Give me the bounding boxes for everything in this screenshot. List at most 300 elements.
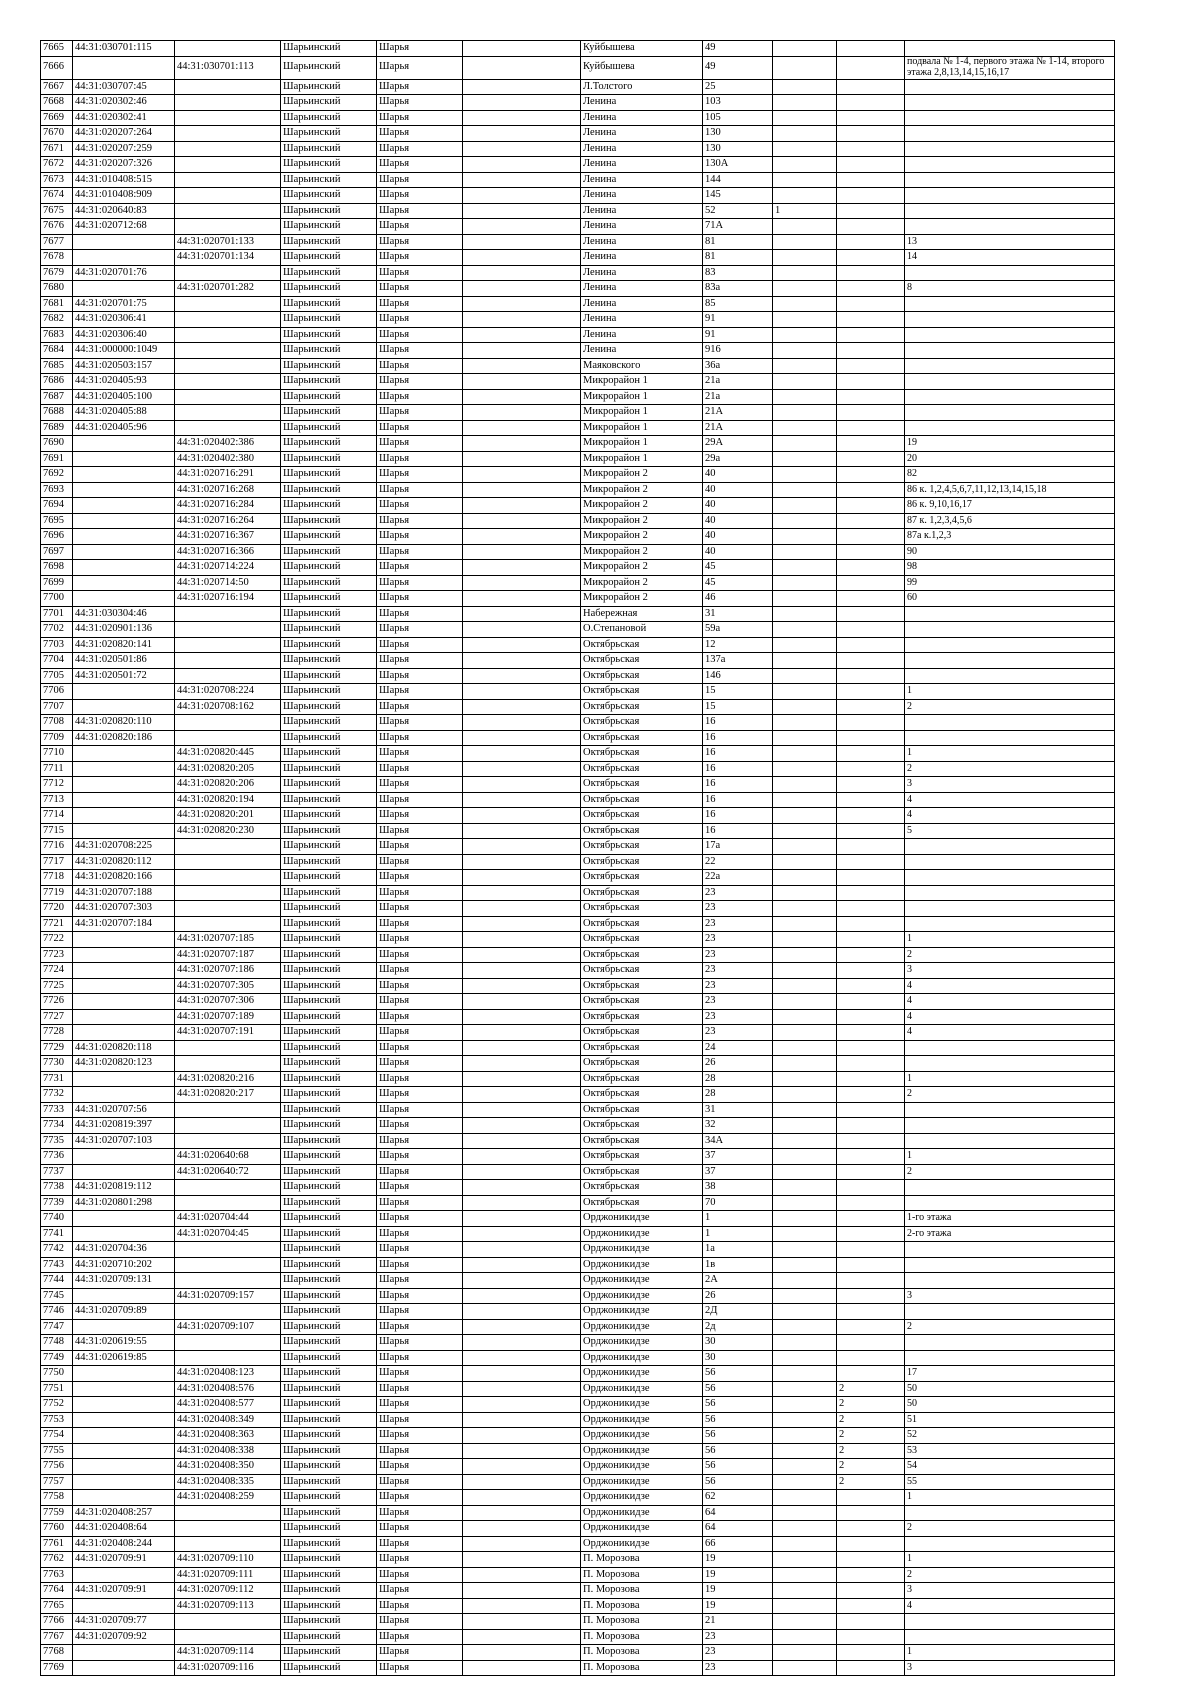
row-number-cell: 7666 <box>41 56 73 79</box>
parcel-cadastral-number-cell <box>73 1288 175 1304</box>
parcel-cadastral-number-cell: 44:31:020707:103 <box>73 1133 175 1149</box>
row-number-cell: 7746 <box>41 1304 73 1320</box>
table-row <box>41 978 1115 994</box>
settlement-cell <box>463 978 581 994</box>
house-number-cell: 16 <box>703 730 773 746</box>
premises-cadastral-number-cell: 44:31:020716:366 <box>175 544 281 560</box>
premises-cadastral-number-cell <box>175 141 281 157</box>
district-cell: Шарьинский <box>281 1350 377 1366</box>
table-row <box>41 1397 1115 1413</box>
city-cell: Шарья <box>377 1025 463 1041</box>
house-number-cell: 46 <box>703 591 773 607</box>
section-cell <box>837 1660 905 1676</box>
parcel-cadastral-number-cell: 44:31:020306:41 <box>73 312 175 328</box>
building-cell <box>773 436 837 452</box>
section-cell <box>837 1164 905 1180</box>
premises-number-cell <box>905 901 1115 917</box>
house-number-cell: 37 <box>703 1164 773 1180</box>
city-cell: Шарья <box>377 1273 463 1289</box>
premises-number-cell <box>905 343 1115 359</box>
parcel-cadastral-number-cell: 44:31:010408:515 <box>73 172 175 188</box>
premises-cadastral-number-cell: 44:31:020402:380 <box>175 451 281 467</box>
row-number-cell: 7680 <box>41 281 73 297</box>
street-cell: Орджоникидзе <box>581 1242 703 1258</box>
building-cell <box>773 1459 837 1475</box>
street-cell: Орджоникидзе <box>581 1443 703 1459</box>
premises-number-cell: 4 <box>905 1598 1115 1614</box>
parcel-cadastral-number-cell <box>73 1164 175 1180</box>
building-cell <box>773 1397 837 1413</box>
street-cell: Ленина <box>581 110 703 126</box>
table-row <box>41 963 1115 979</box>
city-cell: Шарья <box>377 296 463 312</box>
premises-cadastral-number-cell: 44:31:020820:201 <box>175 808 281 824</box>
row-number-cell: 7691 <box>41 451 73 467</box>
street-cell: Ленина <box>581 203 703 219</box>
district-cell: Шарьинский <box>281 1071 377 1087</box>
building-cell <box>773 746 837 762</box>
row-number-cell: 7725 <box>41 978 73 994</box>
settlement-cell <box>463 1428 581 1444</box>
city-cell: Шарья <box>377 1056 463 1072</box>
premises-cadastral-number-cell: 44:31:020709:111 <box>175 1567 281 1583</box>
building-cell <box>773 327 837 343</box>
building-cell <box>773 56 837 79</box>
premises-cadastral-number-cell <box>175 1257 281 1273</box>
building-cell <box>773 994 837 1010</box>
row-number-cell: 7702 <box>41 622 73 638</box>
section-cell <box>837 110 905 126</box>
settlement-cell <box>463 761 581 777</box>
district-cell: Шарьинский <box>281 327 377 343</box>
settlement-cell <box>463 1412 581 1428</box>
table-row <box>41 1180 1115 1196</box>
house-number-cell: 21а <box>703 389 773 405</box>
parcel-cadastral-number-cell: 44:31:020709:77 <box>73 1614 175 1630</box>
city-cell: Шарья <box>377 1660 463 1676</box>
premises-number-cell <box>905 420 1115 436</box>
district-cell: Шарьинский <box>281 994 377 1010</box>
settlement-cell <box>463 467 581 483</box>
parcel-cadastral-number-cell: 44:31:020819:397 <box>73 1118 175 1134</box>
city-cell: Шарья <box>377 110 463 126</box>
street-cell: П. Морозова <box>581 1660 703 1676</box>
parcel-cadastral-number-cell <box>73 792 175 808</box>
settlement-cell <box>463 451 581 467</box>
row-number-cell: 7696 <box>41 529 73 545</box>
section-cell <box>837 358 905 374</box>
section-cell: 2 <box>837 1381 905 1397</box>
building-cell <box>773 947 837 963</box>
settlement-cell <box>463 1226 581 1242</box>
building-cell <box>773 529 837 545</box>
building-cell <box>773 157 837 173</box>
premises-cadastral-number-cell: 44:31:020708:224 <box>175 684 281 700</box>
table-row <box>41 95 1115 111</box>
house-number-cell: 19 <box>703 1598 773 1614</box>
premises-cadastral-number-cell <box>175 885 281 901</box>
building-cell <box>773 1350 837 1366</box>
table-row <box>41 79 1115 95</box>
district-cell: Шарьинский <box>281 715 377 731</box>
premises-number-cell: 87а к.1,2,3 <box>905 529 1115 545</box>
district-cell: Шарьинский <box>281 498 377 514</box>
building-cell <box>773 1226 837 1242</box>
building-cell <box>773 1614 837 1630</box>
city-cell: Шарья <box>377 854 463 870</box>
row-number-cell: 7706 <box>41 684 73 700</box>
premises-number-cell: 17 <box>905 1366 1115 1382</box>
district-cell: Шарьинский <box>281 916 377 932</box>
parcel-cadastral-number-cell <box>73 963 175 979</box>
section-cell <box>837 374 905 390</box>
city-cell: Шарья <box>377 839 463 855</box>
parcel-cadastral-number-cell: 44:31:020207:264 <box>73 126 175 142</box>
street-cell: Ленина <box>581 327 703 343</box>
city-cell: Шарья <box>377 560 463 576</box>
district-cell: Шарьинский <box>281 901 377 917</box>
district-cell: Шарьинский <box>281 606 377 622</box>
premises-number-cell <box>905 95 1115 111</box>
premises-cadastral-number-cell <box>175 219 281 235</box>
district-cell: Шарьинский <box>281 110 377 126</box>
district-cell: Шарьинский <box>281 653 377 669</box>
settlement-cell <box>463 1443 581 1459</box>
premises-number-cell: 2 <box>905 1164 1115 1180</box>
row-number-cell: 7670 <box>41 126 73 142</box>
building-cell <box>773 699 837 715</box>
table-row <box>41 808 1115 824</box>
parcel-cadastral-number-cell <box>73 1319 175 1335</box>
building-cell <box>773 250 837 266</box>
house-number-cell: 45 <box>703 560 773 576</box>
building-cell <box>773 1645 837 1661</box>
house-number-cell: 23 <box>703 1660 773 1676</box>
house-number-cell: 1 <box>703 1211 773 1227</box>
section-cell: 2 <box>837 1397 905 1413</box>
street-cell: Орджоникидзе <box>581 1536 703 1552</box>
premises-cadastral-number-cell: 44:31:020408:123 <box>175 1366 281 1382</box>
street-cell: Октябрьская <box>581 1025 703 1041</box>
section-cell <box>837 1629 905 1645</box>
building-cell <box>773 715 837 731</box>
building-cell <box>773 544 837 560</box>
premises-number-cell <box>905 637 1115 653</box>
premises-cadastral-number-cell: 44:31:020716:194 <box>175 591 281 607</box>
city-cell: Шарья <box>377 1164 463 1180</box>
parcel-cadastral-number-cell <box>73 436 175 452</box>
district-cell: Шарьинский <box>281 482 377 498</box>
premises-number-cell <box>905 1257 1115 1273</box>
table-row <box>41 203 1115 219</box>
premises-number-cell: 98 <box>905 560 1115 576</box>
settlement-cell <box>463 79 581 95</box>
premises-number-cell: 2 <box>905 1087 1115 1103</box>
street-cell: Октябрьская <box>581 1149 703 1165</box>
table-row <box>41 1614 1115 1630</box>
row-number-cell: 7707 <box>41 699 73 715</box>
table-row <box>41 1598 1115 1614</box>
settlement-cell <box>463 575 581 591</box>
section-cell <box>837 513 905 529</box>
settlement-cell <box>463 219 581 235</box>
building-cell <box>773 1660 837 1676</box>
parcel-cadastral-number-cell <box>73 1490 175 1506</box>
street-cell: Маяковского <box>581 358 703 374</box>
city-cell: Шарья <box>377 498 463 514</box>
section-cell <box>837 730 905 746</box>
city-cell: Шарья <box>377 1583 463 1599</box>
section-cell <box>837 265 905 281</box>
city-cell: Шарья <box>377 1521 463 1537</box>
premises-cadastral-number-cell <box>175 1536 281 1552</box>
building-cell <box>773 467 837 483</box>
premises-cadastral-number-cell <box>175 1102 281 1118</box>
settlement-cell <box>463 1025 581 1041</box>
premises-cadastral-number-cell <box>175 901 281 917</box>
settlement-cell <box>463 234 581 250</box>
settlement-cell <box>463 312 581 328</box>
city-cell: Шарья <box>377 157 463 173</box>
premises-number-cell: 3 <box>905 1288 1115 1304</box>
parcel-cadastral-number-cell: 44:31:020405:93 <box>73 374 175 390</box>
premises-cadastral-number-cell <box>175 1629 281 1645</box>
street-cell: Микрорайон 1 <box>581 420 703 436</box>
city-cell: Шарья <box>377 1350 463 1366</box>
building-cell <box>773 792 837 808</box>
table-row <box>41 854 1115 870</box>
settlement-cell <box>463 482 581 498</box>
street-cell: Орджоникидзе <box>581 1397 703 1413</box>
house-number-cell: 25 <box>703 79 773 95</box>
house-number-cell: 16 <box>703 823 773 839</box>
table-row <box>41 1118 1115 1134</box>
house-number-cell: 16 <box>703 792 773 808</box>
premises-number-cell: 13 <box>905 234 1115 250</box>
district-cell: Шарьинский <box>281 746 377 762</box>
table-row <box>41 1304 1115 1320</box>
table-row <box>41 172 1115 188</box>
house-number-cell: 24 <box>703 1040 773 1056</box>
house-number-cell: 52 <box>703 203 773 219</box>
premises-cadastral-number-cell <box>175 1350 281 1366</box>
city-cell: Шарья <box>377 1536 463 1552</box>
city-cell: Шарья <box>377 808 463 824</box>
premises-number-cell: 1 <box>905 1645 1115 1661</box>
parcel-cadastral-number-cell: 44:31:020712:68 <box>73 219 175 235</box>
city-cell: Шарья <box>377 1087 463 1103</box>
premises-number-cell: 1 <box>905 1490 1115 1506</box>
house-number-cell: 2А <box>703 1273 773 1289</box>
row-number-cell: 7708 <box>41 715 73 731</box>
city-cell: Шарья <box>377 947 463 963</box>
section-cell <box>837 560 905 576</box>
street-cell: П. Морозова <box>581 1598 703 1614</box>
parcel-cadastral-number-cell: 44:31:020405:88 <box>73 405 175 421</box>
district-cell: Шарьинский <box>281 730 377 746</box>
district-cell: Шарьинский <box>281 932 377 948</box>
city-cell: Шарья <box>377 281 463 297</box>
premises-number-cell: 2 <box>905 947 1115 963</box>
settlement-cell <box>463 1273 581 1289</box>
house-number-cell: 70 <box>703 1195 773 1211</box>
parcel-cadastral-number-cell: 44:31:020709:131 <box>73 1273 175 1289</box>
street-cell: Микрорайон 2 <box>581 498 703 514</box>
street-cell: Октябрьская <box>581 808 703 824</box>
row-number-cell: 7736 <box>41 1149 73 1165</box>
parcel-cadastral-number-cell <box>73 684 175 700</box>
section-cell <box>837 1567 905 1583</box>
premises-number-cell: 60 <box>905 591 1115 607</box>
house-number-cell: 26 <box>703 1056 773 1072</box>
house-number-cell: 64 <box>703 1505 773 1521</box>
table-row <box>41 1412 1115 1428</box>
settlement-cell <box>463 1505 581 1521</box>
parcel-cadastral-number-cell: 44:31:020707:303 <box>73 901 175 917</box>
settlement-cell <box>463 1474 581 1490</box>
section-cell <box>837 622 905 638</box>
premises-number-cell <box>905 172 1115 188</box>
district-cell: Шарьинский <box>281 374 377 390</box>
row-number-cell: 7761 <box>41 1536 73 1552</box>
parcel-cadastral-number-cell <box>73 1009 175 1025</box>
row-number-cell: 7737 <box>41 1164 73 1180</box>
settlement-cell <box>463 839 581 855</box>
table-row <box>41 544 1115 560</box>
house-number-cell: 81 <box>703 250 773 266</box>
house-number-cell: 19 <box>703 1583 773 1599</box>
row-number-cell: 7752 <box>41 1397 73 1413</box>
district-cell: Шарьинский <box>281 312 377 328</box>
table-row <box>41 715 1115 731</box>
row-number-cell: 7714 <box>41 808 73 824</box>
street-cell: П. Морозова <box>581 1583 703 1599</box>
street-cell: Орджоникидзе <box>581 1366 703 1382</box>
section-cell <box>837 1242 905 1258</box>
row-number-cell: 7683 <box>41 327 73 343</box>
parcel-cadastral-number-cell: 44:31:020709:91 <box>73 1583 175 1599</box>
city-cell: Шарья <box>377 343 463 359</box>
house-number-cell: 23 <box>703 978 773 994</box>
city-cell: Шарья <box>377 653 463 669</box>
premises-number-cell: 2 <box>905 1319 1115 1335</box>
table-row <box>41 1536 1115 1552</box>
parcel-cadastral-number-cell: 44:31:020640:83 <box>73 203 175 219</box>
section-cell <box>837 699 905 715</box>
parcel-cadastral-number-cell: 44:31:020710:202 <box>73 1257 175 1273</box>
premises-number-cell: 4 <box>905 792 1115 808</box>
row-number-cell: 7669 <box>41 110 73 126</box>
house-number-cell: 21А <box>703 405 773 421</box>
register-page <box>40 40 1115 1676</box>
house-number-cell: 56 <box>703 1459 773 1475</box>
settlement-cell <box>463 358 581 374</box>
parcel-cadastral-number-cell: 44:31:020405:100 <box>73 389 175 405</box>
house-number-cell: 31 <box>703 1102 773 1118</box>
settlement-cell <box>463 1645 581 1661</box>
table-row <box>41 436 1115 452</box>
row-number-cell: 7685 <box>41 358 73 374</box>
table-row <box>41 947 1115 963</box>
district-cell: Шарьинский <box>281 792 377 808</box>
premises-cadastral-number-cell: 44:31:020701:282 <box>175 281 281 297</box>
house-number-cell: 37 <box>703 1149 773 1165</box>
city-cell: Шарья <box>377 1180 463 1196</box>
section-cell <box>837 172 905 188</box>
district-cell: Шарьинский <box>281 575 377 591</box>
city-cell: Шарья <box>377 994 463 1010</box>
table-row <box>41 684 1115 700</box>
settlement-cell <box>463 1288 581 1304</box>
building-cell <box>773 41 837 57</box>
street-cell: Микрорайон 2 <box>581 529 703 545</box>
house-number-cell: 15 <box>703 699 773 715</box>
district-cell: Шарьинский <box>281 389 377 405</box>
premises-cadastral-number-cell: 44:31:020408:338 <box>175 1443 281 1459</box>
table-row <box>41 746 1115 762</box>
table-row <box>41 606 1115 622</box>
district-cell: Шарьинский <box>281 1614 377 1630</box>
table-body <box>41 41 1115 1676</box>
table-row <box>41 1428 1115 1444</box>
district-cell: Шарьинский <box>281 467 377 483</box>
premises-cadastral-number-cell <box>175 1056 281 1072</box>
house-number-cell: 15 <box>703 684 773 700</box>
section-cell <box>837 312 905 328</box>
city-cell: Шарья <box>377 916 463 932</box>
street-cell: Орджоникидзе <box>581 1211 703 1227</box>
parcel-cadastral-number-cell: 44:31:020405:96 <box>73 420 175 436</box>
street-cell: Октябрьская <box>581 1102 703 1118</box>
row-number-cell: 7711 <box>41 761 73 777</box>
district-cell: Шарьинский <box>281 1164 377 1180</box>
premises-cadastral-number-cell <box>175 389 281 405</box>
settlement-cell <box>463 188 581 204</box>
building-cell <box>773 1102 837 1118</box>
house-number-cell: 130 <box>703 126 773 142</box>
premises-number-cell: 20 <box>905 451 1115 467</box>
section-cell <box>837 1521 905 1537</box>
section-cell <box>837 715 905 731</box>
row-number-cell: 7750 <box>41 1366 73 1382</box>
row-number-cell: 7733 <box>41 1102 73 1118</box>
row-number-cell: 7682 <box>41 312 73 328</box>
table-row <box>41 157 1115 173</box>
parcel-cadastral-number-cell <box>73 1025 175 1041</box>
row-number-cell: 7744 <box>41 1273 73 1289</box>
premises-number-cell <box>905 1102 1115 1118</box>
street-cell: Орджоникидзе <box>581 1381 703 1397</box>
table-row <box>41 653 1115 669</box>
district-cell: Шарьинский <box>281 1118 377 1134</box>
city-cell: Шарья <box>377 451 463 467</box>
settlement-cell <box>463 1164 581 1180</box>
premises-number-cell: 1 <box>905 1149 1115 1165</box>
settlement-cell <box>463 963 581 979</box>
parcel-cadastral-number-cell: 44:31:020801:298 <box>73 1195 175 1211</box>
street-cell: Октябрьская <box>581 901 703 917</box>
district-cell: Шарьинский <box>281 544 377 560</box>
house-number-cell: 62 <box>703 1490 773 1506</box>
row-number-cell: 7710 <box>41 746 73 762</box>
street-cell: Микрорайон 1 <box>581 451 703 467</box>
house-number-cell: 45 <box>703 575 773 591</box>
premises-number-cell: 82 <box>905 467 1115 483</box>
district-cell: Шарьинский <box>281 1211 377 1227</box>
building-cell <box>773 1583 837 1599</box>
building-cell <box>773 1087 837 1103</box>
district-cell: Шарьинский <box>281 1428 377 1444</box>
